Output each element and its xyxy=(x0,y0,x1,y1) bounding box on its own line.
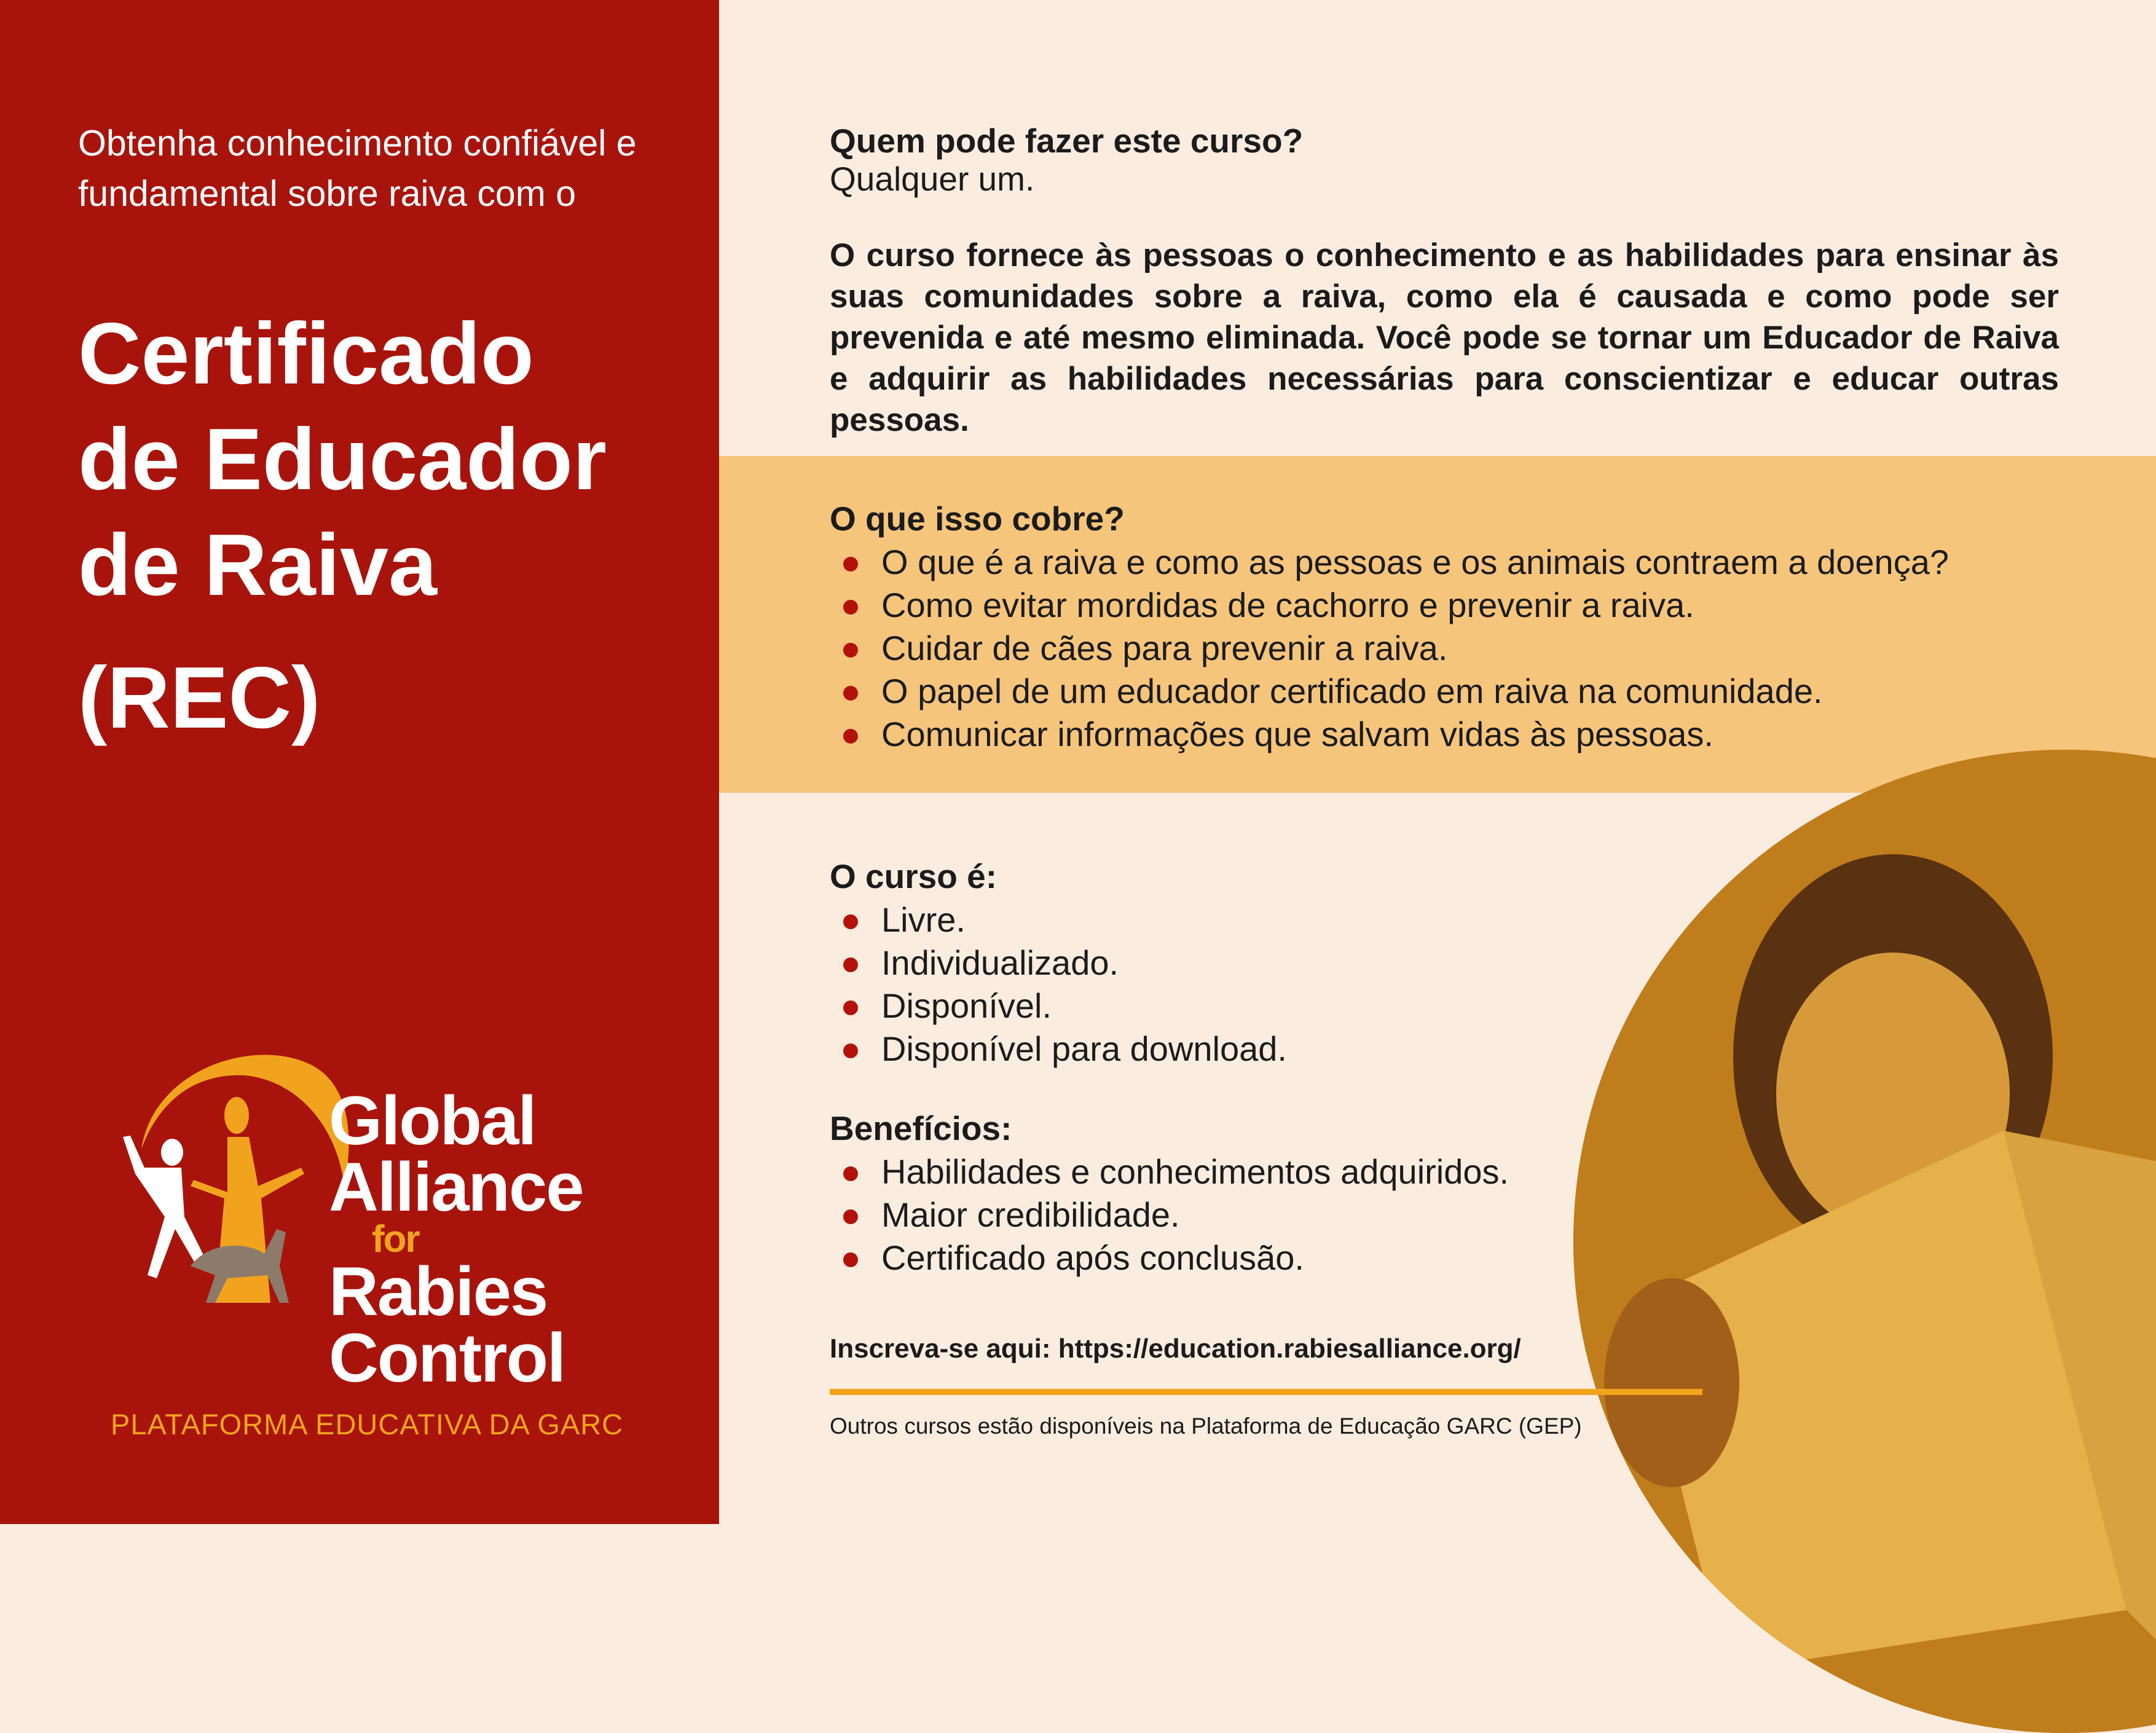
list-item-text: Certificado após conclusão. xyxy=(881,1238,1304,1277)
list-item xyxy=(830,670,1997,713)
list-item xyxy=(830,1028,1997,1071)
list-item-text: Comunicar informações que salvam vidas às pessoas. xyxy=(881,715,1713,753)
list-item xyxy=(830,984,1997,1028)
bullet-icon xyxy=(843,1043,858,1058)
bullet-icon xyxy=(843,557,858,572)
list-item xyxy=(830,1193,1997,1236)
list-item-text: Livre. xyxy=(881,900,966,939)
bullet-icon xyxy=(843,643,858,658)
course-section xyxy=(830,854,1997,1071)
list-item-text: Cuidar de cães para prevenir a raiva. xyxy=(881,629,1448,667)
list-item xyxy=(830,713,1997,756)
logo-line: Global xyxy=(329,1082,536,1159)
list-item xyxy=(830,941,1997,984)
list-item xyxy=(830,1150,1997,1193)
bullet-icon xyxy=(843,686,858,701)
course-title-line: Certificado xyxy=(78,305,534,403)
logo-line: for xyxy=(372,1218,419,1260)
who-heading: Quem pode fazer este curso? xyxy=(830,122,1304,160)
covers-section xyxy=(830,497,1997,756)
benefits-section xyxy=(830,1106,1997,1279)
course-acronym: (REC) xyxy=(78,649,321,747)
logo-line: Alliance xyxy=(329,1149,583,1225)
platform-label: PLATAFORMA EDUCATIVA DA GARC xyxy=(111,1408,624,1440)
list-item xyxy=(830,627,1997,670)
bullet-icon xyxy=(843,1000,858,1015)
bullet-icon xyxy=(843,1209,858,1224)
course-title xyxy=(78,301,717,618)
logo-line: Rabies xyxy=(329,1253,548,1330)
bullet-icon xyxy=(843,1252,858,1267)
signup-link[interactable]: Inscreva-se aqui: https://education.rabiesalliance.org/ xyxy=(830,1334,1521,1364)
course-title-line: de Educador xyxy=(78,411,607,508)
course-title-line: de Raiva xyxy=(78,516,438,614)
bullet-icon xyxy=(843,600,858,615)
bullet-icon xyxy=(843,729,858,744)
list-item-text: Individualizado. xyxy=(881,943,1119,982)
intro-text: Obtenha conhecimento confiável e fundamental sobre raiva com o xyxy=(78,123,637,214)
garc-logo-text xyxy=(329,1082,583,1396)
list-item-text: Disponível para download. xyxy=(881,1029,1287,1068)
footer-note: Outros cursos estão disponíveis na Plataforma de Educação GARC (GEP) xyxy=(830,1413,1582,1439)
bullet-icon xyxy=(843,1166,858,1181)
bullet-icon xyxy=(843,957,858,972)
who-answer: Qualquer um. xyxy=(830,160,1035,198)
list-item xyxy=(830,1236,1997,1279)
who-section xyxy=(830,122,2059,198)
course-heading: O curso é: xyxy=(830,857,997,895)
logo-line: Control xyxy=(329,1319,565,1396)
list-item xyxy=(830,541,1997,584)
divider xyxy=(830,1389,1702,1395)
list-item-text: Habilidades e conhecimentos adquiridos. xyxy=(881,1152,1509,1191)
list-item-text: Maior credibilidade. xyxy=(881,1195,1180,1234)
list-item-text: Disponível. xyxy=(881,986,1052,1025)
covers-heading: O que isso cobre? xyxy=(830,500,1125,538)
benefits-heading: Benefícios: xyxy=(830,1109,1012,1147)
list-item-text: O que é a raiva e como as pessoas e os animais contraem a doença? xyxy=(881,543,1949,581)
list-item-text: Como evitar mordidas de cachorro e prevenir a raiva. xyxy=(881,586,1694,624)
bullet-icon xyxy=(843,914,858,929)
list-item-text: O papel de um educador certificado em raiva na comunidade. xyxy=(881,672,1823,710)
course-description: O curso fornece às pessoas o conhecimento e as habilidades para ensinar às suas comunidades sobre a raiva, como ela é causada e como pode ser prevenida e até mesmo eliminada. Você pode se tornar um Educador de Raiva e adquirir as habilidades necessárias para conscientizar e educar outras pessoas. xyxy=(830,237,2059,438)
list-item xyxy=(830,584,1997,627)
list-item xyxy=(830,898,1997,941)
